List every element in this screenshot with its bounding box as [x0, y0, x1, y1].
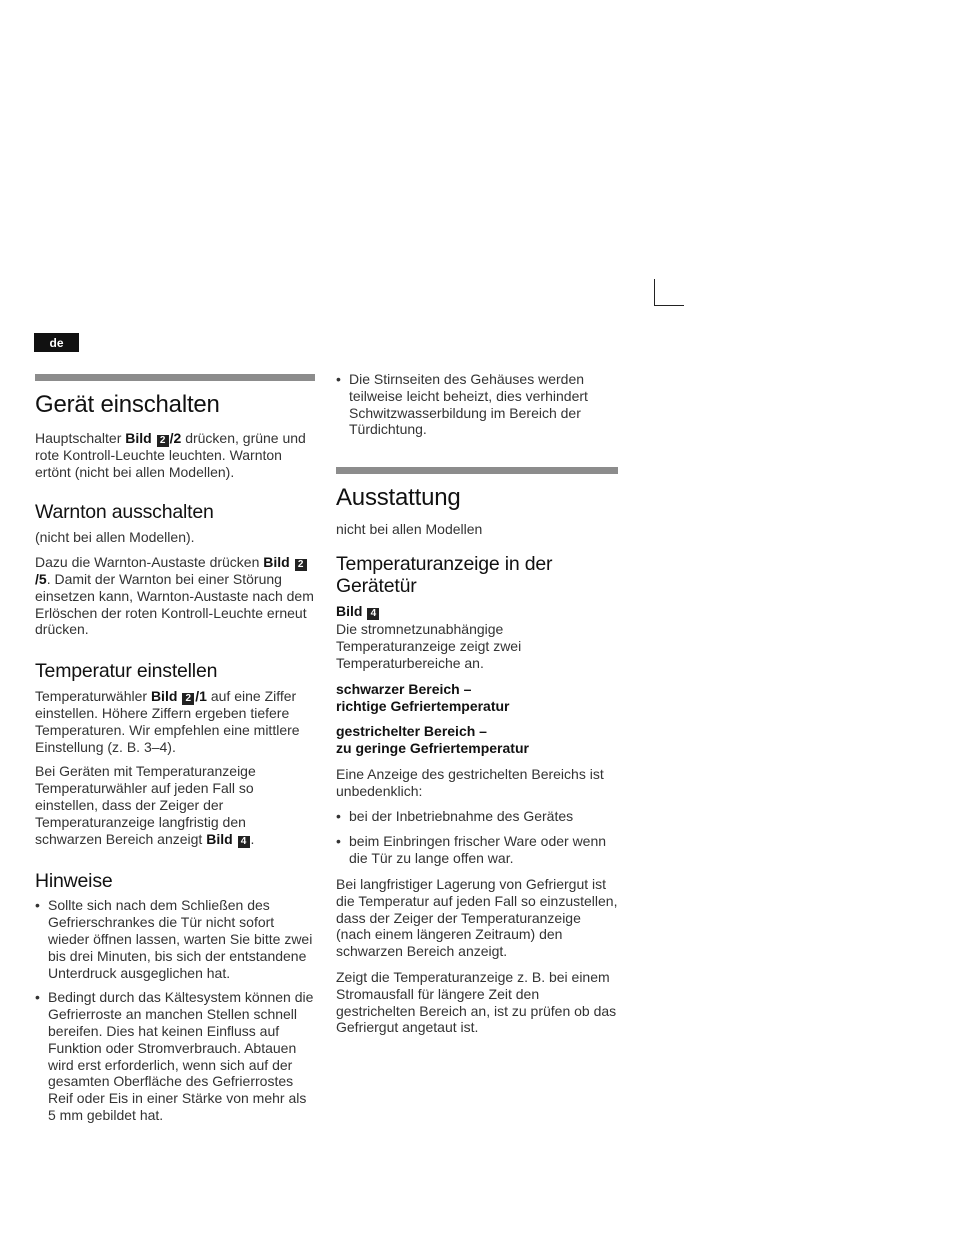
- language-badge: de: [34, 333, 79, 352]
- list-item: • Die Stirnseiten des Gehäuses werden teilweise leicht beheizt, dies verhindert Schwitzwasserbildung im Bereich der Türdichtung.: [336, 371, 618, 438]
- heading-hinweise: Hinweise: [35, 869, 113, 892]
- crop-corner-mark: [654, 279, 684, 306]
- figure-number-badge: 4: [238, 836, 250, 848]
- anzeige-intro: Die stromnetzunabhängige Temperaturanzeige zeigt zwei Temperaturbereiche an.: [336, 621, 522, 672]
- figure-ref: Bild 2 /1: [150, 688, 207, 705]
- left-column: [35, 374, 315, 1124]
- list-item: • beim Einbringen frischer Ware oder wenn die Tür zu lange offen war.: [336, 833, 618, 867]
- harmless-paragraph: Eine Anzeige des gestrichelten Bereichs ist unbedenklich:: [336, 766, 604, 799]
- stirnseiten-list: [336, 371, 618, 438]
- temperatur-paragraph-2: Bei Geräten mit Temperaturanzeige Temperaturwähler auf jeden Fall so einstellen, dass der Zeiger der Temperaturanzeige langfristig den schwarzen Bereich anzeigt Bild 4 .: [35, 763, 256, 847]
- harmless-list: [336, 808, 618, 867]
- ausstattung-note: nicht bei allen Modellen: [336, 520, 483, 537]
- intro-paragraph: Hauptschalter Bild 2 /2 drücken, grüne und rote Kontroll-Leuchte leuchten. Warnton ertönt (nicht bei allen Modellen).: [35, 429, 306, 480]
- figure-ref: Bild 2 /2: [125, 429, 182, 446]
- list-item: • Bedingt durch das Kältesystem können die Gefrierroste an manchen Stellen schnell bereifen. Dies hat keinen Einfluss auf Funktion oder Stromverbrauch. Abtauen wird erst erforderlich, wenn sich auf der gesamten Oberfläche des Gefrierrostes Reif oder Eis in einer Stärke von mehr als 5 mm gebildet hat.: [35, 989, 315, 1123]
- figure-ref: Bild 2/5: [35, 554, 308, 587]
- hinweise-list: [35, 897, 315, 1123]
- warnton-paragraph: Dazu die Warnton-Austaste drücken Bild 2/5. Damit der Warnton bei einer Störung einsetzen kann, Warnton-Austaste nach dem Erlöschen der roten Kontroll-Leuchte erneut drücken.: [35, 554, 314, 638]
- outage-paragraph: Zeigt die Temperaturanzeige z. B. bei einem Stromausfall für längere Zeit den gestrichelten Bereich an, ist zu prüfen ob das Gefriergut angetaut ist.: [336, 968, 617, 1036]
- warnton-note: (nicht bei allen Modellen).: [35, 529, 195, 546]
- section-rule: [35, 374, 315, 381]
- black-range-label: schwarzer Bereich – richtige Gefriertemperatur: [336, 680, 510, 714]
- heading-warnton-ausschalten: Warnton ausschalten: [35, 501, 214, 524]
- figure-number-badge: 2: [157, 435, 169, 447]
- figure-number-badge: 2: [295, 559, 307, 571]
- section-rule: [336, 467, 618, 474]
- right-column: [336, 371, 618, 1036]
- temperatur-paragraph-1: Temperaturwähler Bild 2 /1 auf eine Ziffer einstellen. Höhere Ziffern ergeben tiefere Temperaturen. Wir empfehlen eine mittlere Einstellung (z. B. 3–4).: [35, 688, 300, 755]
- figure-number-badge: 4: [367, 608, 379, 620]
- list-item: • Sollte sich nach dem Schließen des Gefrierschrankes die Tür nicht sofort wieder öffnen lassen, warten Sie bitte zwei bis drei Minuten, bis sich der entstandene Unterdruck ausgeglichen hat.: [35, 897, 315, 981]
- figure-ref: Bild 4: [206, 831, 250, 847]
- section-title-geraet-einschalten: Gerät einschalten: [35, 391, 220, 418]
- list-item: • bei der Inbetriebnahme des Gerätes: [336, 808, 618, 825]
- figure-ref: Bild 4: [336, 603, 618, 620]
- dashed-range-label: gestrichelter Bereich – zu geringe Gefriertemperatur: [336, 723, 529, 757]
- section-title-ausstattung: Ausstattung: [336, 484, 461, 512]
- heading-temperaturanzeige: Temperaturanzeige in der Gerätetür: [336, 552, 553, 597]
- figure-number-badge: 2: [182, 693, 194, 705]
- storage-paragraph: Bei langfristiger Lagerung von Gefriergut ist die Temperatur auf jeden Fall so einzustellen, dass der Zeiger der Temperaturanzeige (nach einem längeren Zeitraum) den schwarzen Bereich anzeigt.: [336, 876, 618, 960]
- heading-temperatur-einstellen: Temperatur einstellen: [35, 660, 218, 683]
